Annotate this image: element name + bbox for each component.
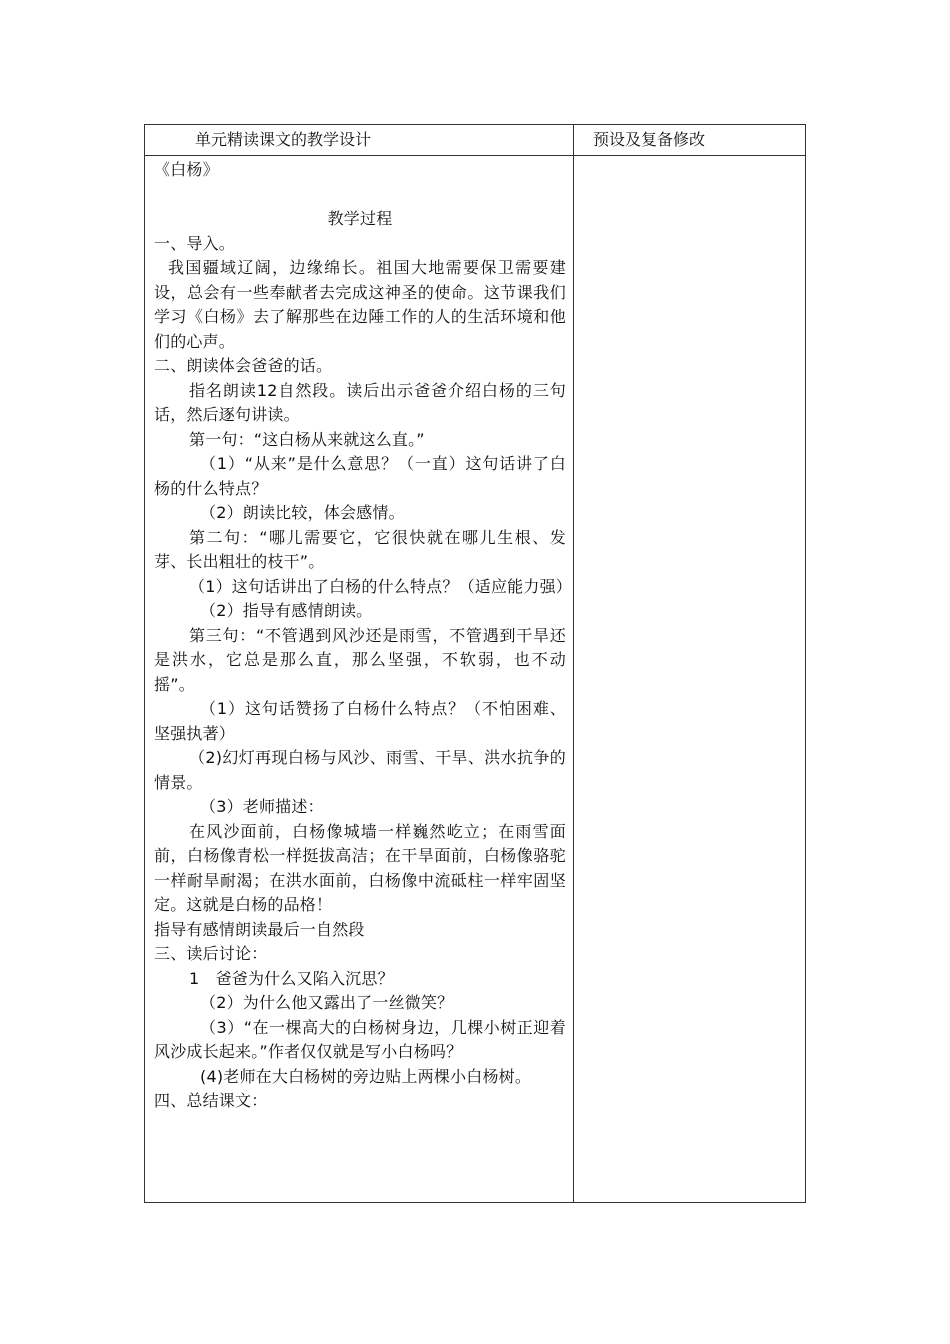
blank-line bbox=[154, 183, 566, 208]
section-heading: 教学过程 bbox=[327, 209, 393, 228]
lesson-plan-table bbox=[144, 124, 806, 1203]
step-heading: 一、导入。 bbox=[154, 233, 236, 253]
paragraph: （1）这句话赞扬了白杨什么特点？（不怕困难、坚强执著） bbox=[154, 699, 566, 743]
paragraph: （2）指导有感情朗读。 bbox=[200, 601, 373, 620]
step-heading: 二、朗读体会爸爸的话。 bbox=[154, 356, 333, 375]
paragraph: （3）老师描述： bbox=[200, 797, 324, 816]
paragraph: （1）这句话讲出了白杨的什么特点？（适应能力强） bbox=[189, 576, 572, 596]
step-heading: 四、总结课文： bbox=[154, 1091, 268, 1110]
paragraph: (4)老师在大白杨树的旁边贴上两棵小白杨树。 bbox=[200, 1066, 532, 1086]
paragraph: 指导有感情朗读最后一自然段 bbox=[154, 919, 365, 939]
paragraph: 我国疆域辽阔，边缘绵长。祖国大地需要保卫需要建设，总会有一些奉献者去完成这神圣的使命。这节课我们学习《白杨》去了解那些在边陲工作的人的生活环境和他们的心声。 bbox=[154, 258, 566, 351]
paragraph: （3）“在一棵高大的白杨树身边，几棵小树正迎着风沙成长起来。”作者仅仅就是写小白杨吗？ bbox=[154, 1017, 566, 1061]
lesson-title: 《白杨》 bbox=[154, 160, 219, 179]
paragraph: 第三句：“不管遇到风沙还是雨雪，不管遇到干旱还是洪水，它总是那么直，那么坚强，不软弱，也不动摇”。 bbox=[154, 625, 566, 694]
paragraph: 在风沙面前，白杨像城墙一样巍然屹立；在雨雪面前，白杨像青松一样挺拔高洁；在干旱面前，白杨像骆驼一样耐旱耐渴；在洪水面前，白杨像中流砥柱一样牢固坚定。这就是白杨的品格！ bbox=[154, 821, 566, 914]
step-heading: 三、读后讨论： bbox=[154, 944, 268, 963]
table-header-row bbox=[145, 125, 805, 156]
header-lesson-design: 单元精读课文的教学设计 bbox=[195, 130, 372, 149]
paragraph: 指名朗读12自然段。读后出示爸爸介绍白杨的三句话，然后逐句讲读。 bbox=[154, 380, 566, 424]
column-divider bbox=[573, 125, 574, 1202]
paragraph: （2）为什么他又露出了一丝微笑？ bbox=[200, 993, 454, 1012]
paragraph: （2）朗读比较，体会感情。 bbox=[200, 503, 405, 522]
paragraph: （1）“从来”是什么意思？（一直）这句话讲了白杨的什么特点？ bbox=[154, 454, 566, 498]
paragraph: 第一句：“这白杨从来就这么直。” bbox=[189, 429, 425, 449]
paragraph: 第二句：“哪儿需要它，它很快就在哪儿生根、发芽、长出粗壮的枝干”。 bbox=[154, 527, 566, 571]
header-revision-notes: 预设及复备修改 bbox=[593, 130, 706, 149]
lesson-content bbox=[154, 158, 572, 1114]
paragraph: （2)幻灯再现白杨与风沙、雨雪、干旱、洪水抗争的情景。 bbox=[154, 748, 566, 792]
paragraph: 1 爸爸为什么又陷入沉思？ bbox=[189, 968, 394, 988]
